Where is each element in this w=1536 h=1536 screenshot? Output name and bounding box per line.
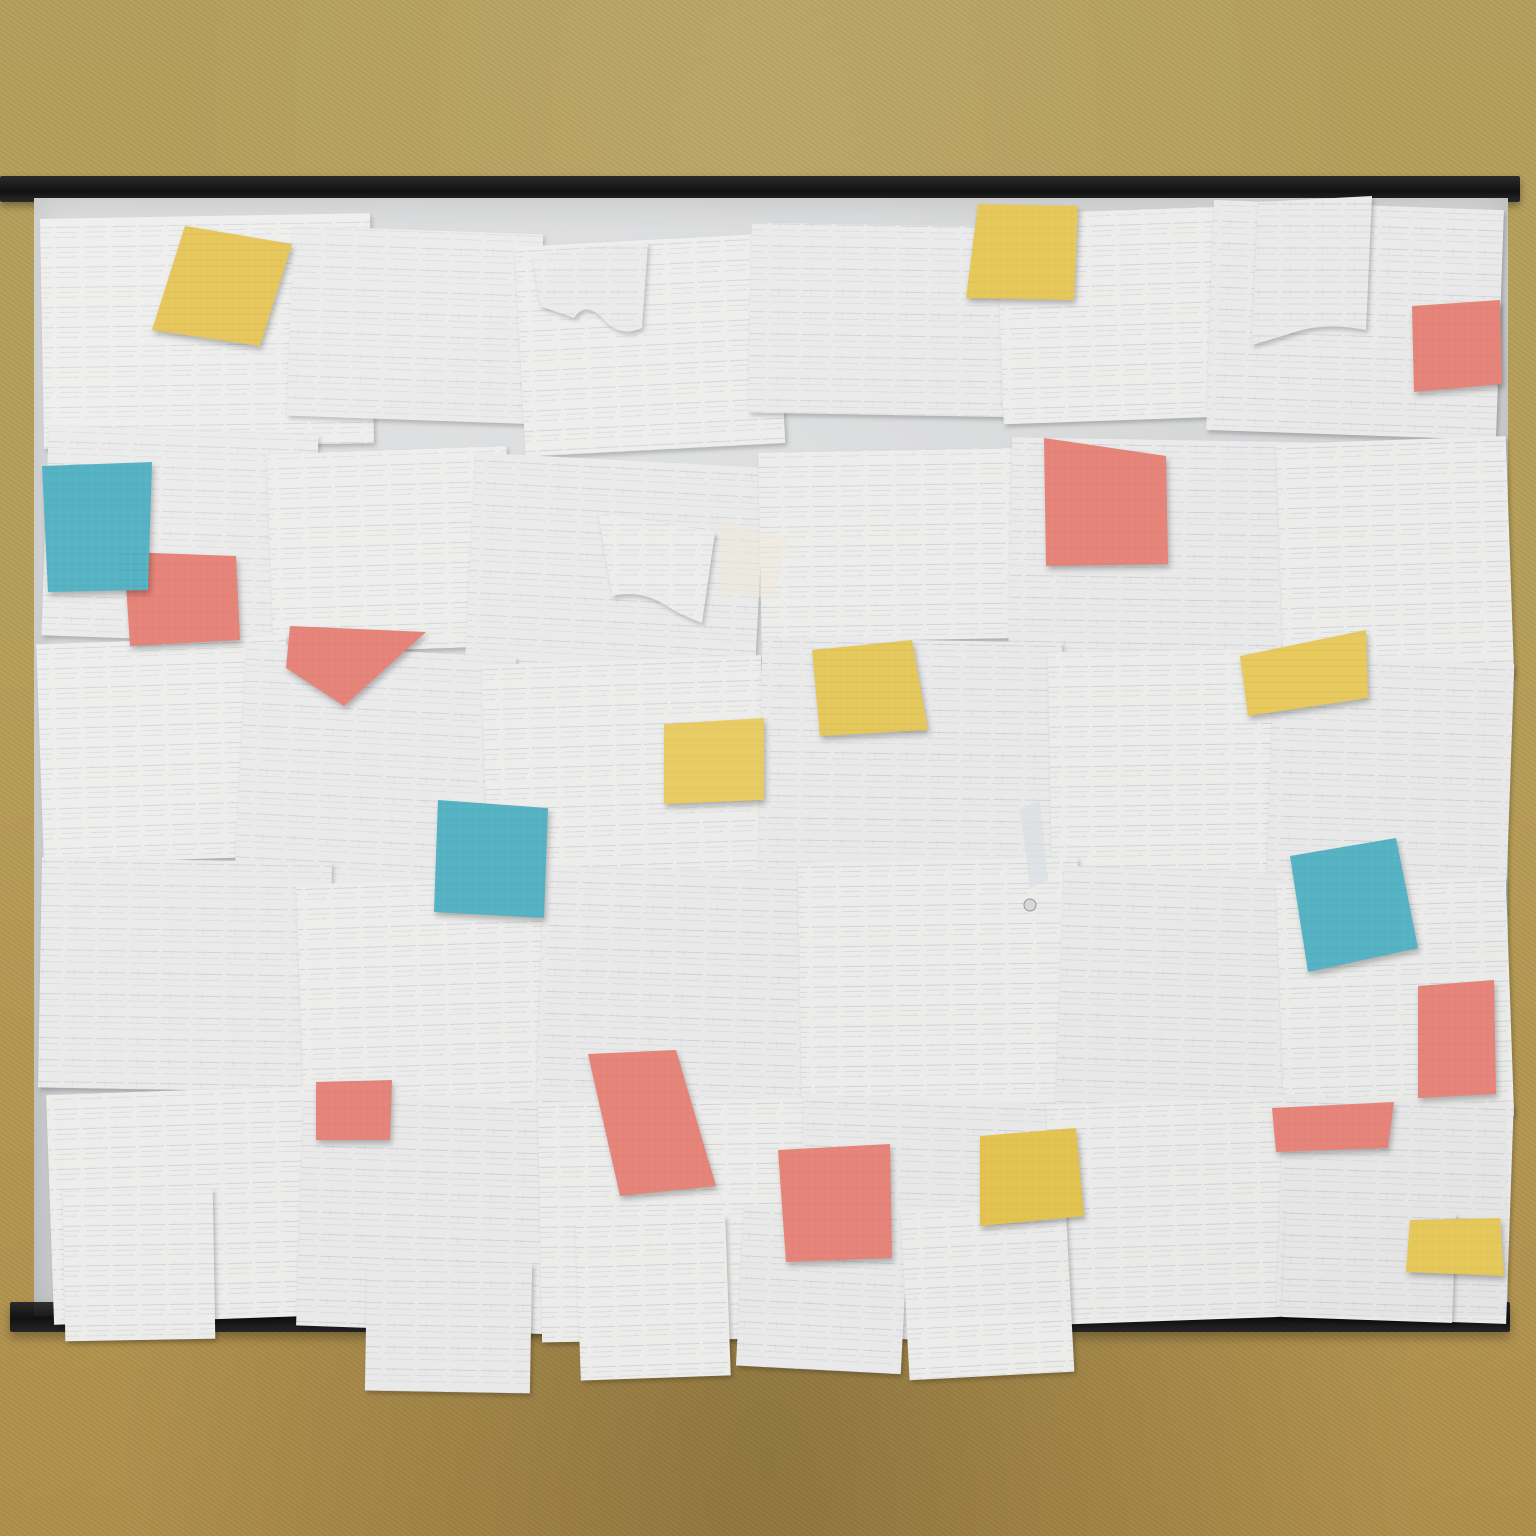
bottom-rail	[10, 1302, 1510, 1332]
bulletin-board	[34, 198, 1508, 1316]
